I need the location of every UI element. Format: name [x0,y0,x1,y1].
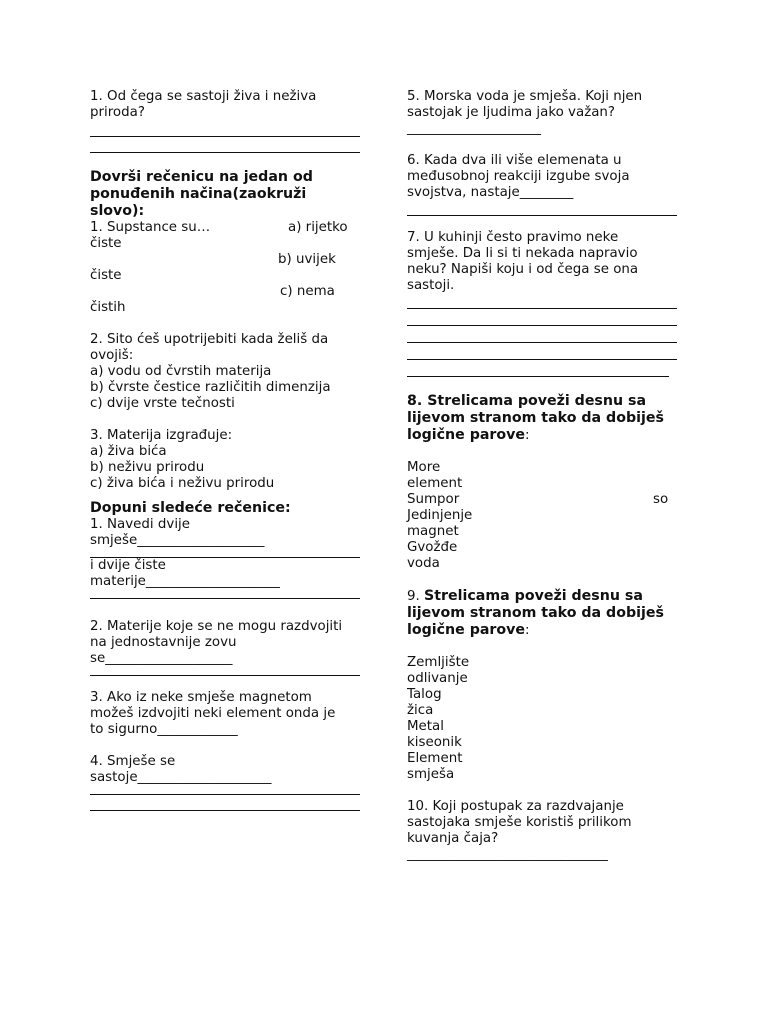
heading-line: slovo): [90,203,145,219]
match-item: žica [407,703,434,718]
question-text: se___________________ [90,651,233,666]
fill-question-4 [90,754,362,811]
answer-line[interactable] [407,309,677,326]
question-text: priroda? [90,105,145,120]
left-column [90,89,362,811]
question-8 [407,393,679,572]
option-b[interactable]: b) čvrste čestice različitih dimenzija [90,380,331,395]
fill-question-3 [90,690,362,738]
match-item: magnet [407,524,459,539]
option-c[interactable]: c) živa bića i neživu prirodu [90,476,275,491]
question-text: 10. Koji postupak za razdvajanje [407,799,624,814]
question-text: 6. Kada dva ili više elemenata u [407,153,622,168]
question-text: 1. Navedi dvije [90,517,190,532]
answer-line[interactable] [407,326,677,343]
heading-line: logične parove [407,622,526,638]
match-item: Zemljište [407,655,470,670]
question-text: smješe. Da li si ti nekada napravio [407,246,638,261]
answer-line[interactable] [90,667,360,676]
question-text: kuvanja čaja? [407,831,499,846]
question-stem: 1. Supstance su… [90,220,211,235]
heading-line: 8. Strelicama poveži desnu sa [407,393,647,409]
question-5 [407,89,679,137]
question-text: materije____________________ [90,574,280,589]
match-item: element [407,476,463,491]
heading-line: Dovrši rečenicu na jedan od [90,169,313,185]
option-c[interactable]: c) dvije vrste tečnosti [90,396,235,411]
question-text: 3. Ako iz neke smješe magnetom [90,690,312,705]
heading-suffix: : [525,428,530,443]
match-item: Metal [407,719,444,734]
answer-line[interactable] [407,294,677,309]
heading-line: Strelicama poveži desnu sa [424,588,643,604]
question-text: ovojiš: [90,348,134,363]
option-a[interactable]: a) rijetko [288,220,348,235]
mc-question-2 [90,332,362,412]
option-a[interactable]: a) živa bića [90,444,167,459]
match-item: odlivanje [407,671,468,686]
question-text: svojstva, nastaje________ [407,185,574,200]
option-b-continued: čiste [90,268,122,283]
question-text: na jednostavnije zovu [90,635,237,650]
question-text: smješe___________________ [90,533,265,548]
question-10 [407,799,679,863]
option-b[interactable]: b) uvijek [278,252,336,267]
answer-line[interactable] [90,590,360,599]
question-text: to sigurno____________ [90,722,238,737]
question-text: 1. Od čega se sastoji živa i neživa [90,89,317,104]
match-item: Talog [407,687,442,702]
question-9 [407,588,679,783]
heading-line: lijevom stranom tako da dobiješ [407,605,664,621]
match-item: More [407,460,441,475]
mc-question-3 [90,428,362,492]
option-c[interactable]: c) nema [280,284,335,299]
heading-suffix: : [525,623,530,638]
match-item: Element [407,751,463,766]
question-text: međusobnoj reakciji izgube svoja [407,169,630,184]
answer-blank[interactable]: ____________________ [407,121,541,136]
question-text: sastojaka smješe koristiš prilikom [407,815,632,830]
question-text: sastoje____________________ [90,770,272,785]
option-a[interactable]: a) vodu od čvrstih materija [90,364,272,379]
match-item: Gvožđe [407,540,458,555]
question-6 [407,153,679,216]
answer-line[interactable] [407,360,669,377]
heading-line: lijevom stranom tako da dobiješ [407,410,664,426]
question-text: 5. Morska voda je smješa. Koji njen [407,89,643,104]
question-text: 2. Sito ćeš upotrijebiti kada želiš da [90,332,329,347]
mc-question-1 [90,220,362,316]
right-column [407,89,679,863]
answer-line[interactable] [90,795,360,811]
question-text: sastoji. [407,278,455,293]
fill-question-1 [90,517,362,599]
question-text: 4. Smješe se [90,754,176,769]
heading-line: ponuđenih načina(zaokruži [90,186,307,202]
answer-line[interactable] [90,549,360,558]
option-c-continued: čistih [90,300,126,315]
question-text: neku? Napiši koju i od čega se ona [407,262,639,277]
fill-question-2 [90,619,362,676]
match-item-extra: so [653,492,669,507]
answer-line[interactable] [90,136,360,137]
answer-line[interactable] [407,201,677,216]
question-text: 3. Materija izgrađuje: [90,428,233,443]
answer-line[interactable] [407,343,677,360]
question-text: 2. Materije koje se ne mogu razdvojiti [90,619,343,634]
match-item: Jedinjenje [407,508,473,523]
question-text: 7. U kuhinji često pravimo neke [407,230,619,245]
heading-line: logične parove [407,427,526,443]
section-heading-fill-in: Dopuni sledeće rečenice: [90,500,291,516]
question-1 [90,89,362,153]
question-text: i dvije čiste [90,558,166,573]
match-item: kiseonik [407,735,462,750]
question-text: sastojak je ljudima jako važan? [407,105,616,120]
match-item: voda [407,556,440,571]
question-number: 9. [407,589,425,604]
question-text: možeš izdvojiti neki element onda je [90,706,336,721]
match-item: Sumpor [407,492,460,507]
question-7 [407,230,679,377]
option-a-continued: čiste [90,236,122,251]
match-item: smješa [407,767,455,782]
answer-blank[interactable]: ______________________________ [407,847,608,862]
section-heading-complete-sentence [90,169,362,220]
answer-line[interactable] [90,786,360,795]
option-b[interactable]: b) neživu prirodu [90,460,205,475]
